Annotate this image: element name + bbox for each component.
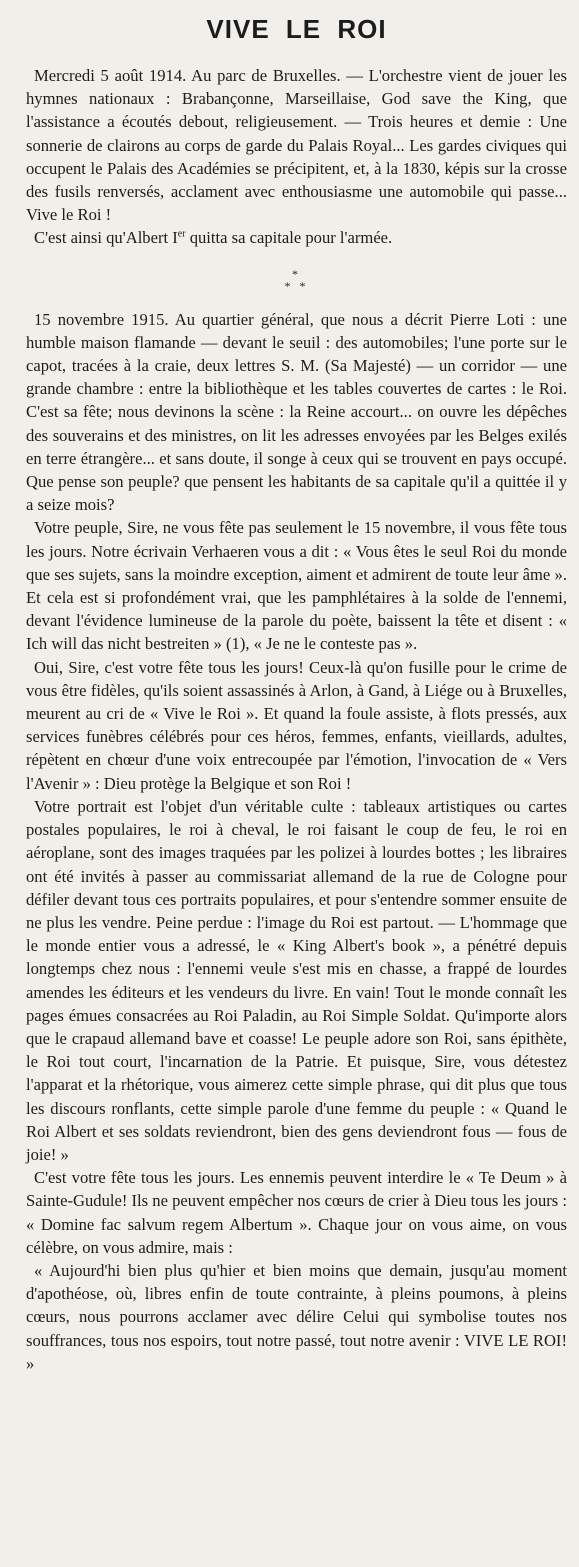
article-title: VIVE LE ROI (206, 14, 387, 44)
paragraph-4: Votre peuple, Sire, ne vous fête pas seulement le 15 novembre, il vous fête tous les jours. Notre écrivain Verhaeren vous a dit : « Vous êtes le seul Roi du monde que ses sujets, sans la moindre exception, aiment et admirent de toute leur âme ». Et cela est si profondément vrai, que les pamphlétaires à la solde de l'ennemi, devant l'évidence lumineuse de la parole du poète, baissent la tête et disent : « Ich will das nicht bestreiten » (1), « Je ne le conteste pas ». (26, 518, 567, 654)
paragraph-7: C'est votre fête tous les jours. Les ennemis peuvent interdire le « Te Deum » à Sainte-Gudule! Ils ne peuvent empêcher nos cœurs de crier à Dieu tous les jours : « Domine fac salvum regem Albertum ». Chaque jour on vous aime, on vous célèbre, on vous admire, mais : (26, 1168, 567, 1257)
paragraph-8: « Aujourd'hi bien plus qu'hier et bien moins que demain, jusqu'au moment d'apothéose, où, libres enfin de toute contrainte, à pleins poumons, à pleins cœurs, nous pourrons acclamer avec délire Celui qui symbolise toutes nos souffrances, tous nos espoirs, tout notre passé, tout notre avenir : VIVE LE ROI! » (26, 1260, 567, 1373)
separator-star-top: * (292, 266, 301, 281)
separator-stars-bottom: * * (284, 278, 309, 293)
paragraph-3: 15 novembre 1915. Au quartier général, que nous a décrit Pierre Loti : une humble maison flamande — devant le seuil : des automobiles; l'une porte sur le capot, tracées à la craie, deux lettres S. M. (Sa Majesté) — un corridor — une grande chambre : entre la bibliothèque et les tables couvertes de cartes : le Roi. C'est sa fête; nous devinons la scène : la Reine accourt... on ouvre les dépêches des souverains et des ministres, on lit les adresses envoyées par les Belges exilés en terre étrangère... et sans doute, il songe à ceux qui se trouvent en pays occupé. Que pense son peuple? que pensent les habitants de sa capitale qu'il a quittée il y a seize mois? (26, 309, 567, 515)
paragraph-5: Oui, Sire, c'est votre fête tous les jours! Ceux-là qu'on fusille pour le crime de vous être fidèles, qu'ils soient assassinés à Arlon, à Gand, à Liége ou à Bruxelles, meurent au cri de « Vive le Roi ». Et quand la foule assiste, à flots pressés, aux services funèbres célébrés pour ces héros, femmes, enfants, vieillards, adultes, répètent en chœur d'une voix entrecoupée par l'émotion, l'invocation de « Vers l'Avenir » : Dieu protège la Belgique et son Roi ! (26, 657, 567, 793)
paragraph-2 (26, 226, 567, 249)
paragraph-6: Votre portrait est l'objet d'un véritable culte : tableaux artistiques ou cartes postales populaires, le roi à cheval, le roi faisant le coup de feu, le roi en aéroplane, sont des images traquées par les polizei à lourdes bottes ; les libraires ont été invités à passer au commissariat allemand de la rue de Cologne pour défiler devant tous ces portraits populaires, et pour s'entendre sommer ensuite de ne plus les vendre. Peine perdue : l'image du Roi est partout. — L'hommage que le monde entier vous a adressé, le « King Albert's book », a pénétré depuis longtemps chez nous : l'ennemi veule s'est mis en chasse, a frappé de lourdes amendes les éditeurs et les vendeurs du livre. En vain! Tout le monde connaît les pages émues consacrées au Roi Paladin, au Roi Simple Soldat. Qu'importe alors que le crapaud allemand bave et coasse! Le peuple adore son Roi, sans épithète, le Roi tout court, l'incarnation de la Patrie. Et puisque, Sire, vous détestez l'apparat et la rhétorique, vous aimerez cette simple phrase, qui dit plus que tous les discours ronflants, cette simple parole d'une femme du peuple : « Quand le Roi Albert et ses soldats reviendront, bien des gens deviendront fous — fous de joie! » (26, 796, 567, 1164)
paragraph-1: Mercredi 5 août 1914. Au parc de Bruxelles. — L'orchestre vient de jouer les hymnes nationaux : Brabançonne, Marseillaise, God save the King, que l'assistance a écoutés debout, religieusement. — Trois heures et demie : Une sonnerie de clairons au corps de garde du Palais Royal... Les gardes civiques qui occupent le Palais des Académies se précipitent, et, à la 1830, képis sur la crosse des fusils renversés, acclament avec enthousiasme une automobile qui passe... Vive le Roi ! (26, 66, 567, 225)
section-separator (26, 268, 567, 292)
paragraph-2-start: C'est ainsi qu'Albert I (34, 228, 178, 248)
ordinal-superscript: er (177, 228, 186, 240)
paragraph-2-end: quitta sa capitale pour l'armée. (185, 228, 393, 248)
